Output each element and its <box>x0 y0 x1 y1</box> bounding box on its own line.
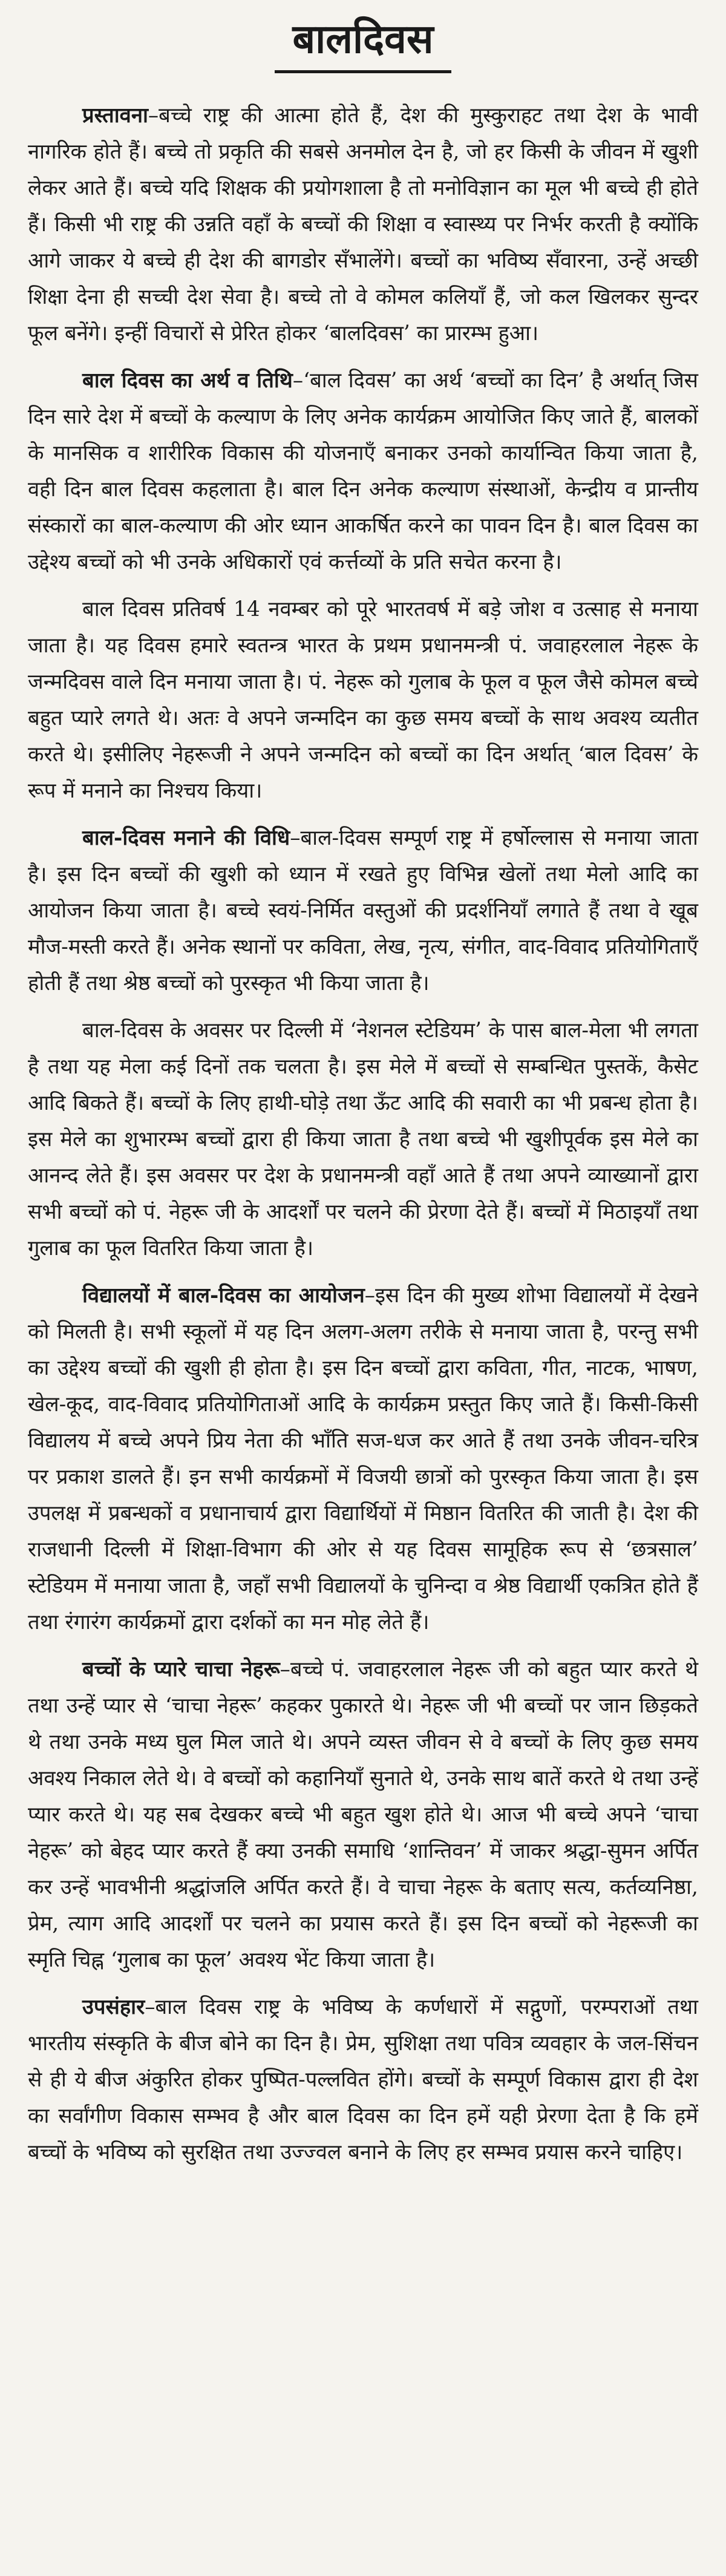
paragraph-introduction <box>28 97 698 352</box>
paragraph-conclusion <box>28 1989 698 2171</box>
paragraph-fair <box>28 1012 698 1267</box>
paragraph-text: बाल दिवस प्रतिवर्ष 14 नवम्बर को पूरे भारतवर्ष में बड़े जोश व उत्साह से मनाया जाता है। यह दिवस हमारे स्वतन्त्र भारत के प्रथम प्रधानमन्त्री पं. जवाहरलाल नेहरू के जन्मदिवस वाले दिन मनाया जाता है। पं. नेहरू को गुलाब के फूल व फूल जैसे कोमल बच्चे बहुत प्यारे लगते थे। अतः वे अपने जन्मदिन का कुछ समय बच्चों के साथ अवश्य व्यतीत करते थे। इसीलिए नेहरूजी ने अपने जन्मदिन को बच्चों का दिन अर्थात् ‘बाल दिवस’ के रूप में मनाने का निश्चय किया। <box>28 597 698 803</box>
paragraph-text: –बच्चे पं. जवाहरलाल नेहरू जी को बहुत प्यार करते थे तथा उन्हें प्यार से ‘चाचा नेहरू’ कहकर पुकारते थे। नेहरू जी भी बच्चों पर जान छिड़कते थे तथा उनके मध्य घुल मिल जाते थे। अपने व्यस्त जीवन से वे बच्चों के लिए कुछ समय अवश्य निकाल लेते थे। वे बच्चों को कहानियाँ सुनाते थे, उनके साथ बातें करते थे तथा उन्हें प्यार करते थे। यह सब देखकर बच्चे भी बहुत खुश होते थे। आज भी बच्चे अपने ‘चाचा नेहरू’ को बेहद प्यार करते हैं क्या उनकी समाधि ‘शान्तिवन’ में जाकर श्रद्धा-सुमन अर्पित कर उन्हें भावभीनी श्रद्धांजलि अर्पित करते हैं। वे चाचा नेहरू के बताए सत्य, कर्तव्यनिष्ठा, प्रेम, त्याग आदि आदर्शों पर चलने का प्रयास करते हैं। इस दिन बच्चों को नेहरूजी का स्मृति चिह्न ‘गुलाब का फूल’ अवश्य भेंट किया जाता है। <box>28 1657 698 1972</box>
paragraph-text: –‘बाल दिवस’ का अर्थ ‘बच्चों का दिन’ है अर्थात् जिस दिन सारे देश में बच्चों के कल्याण के लिए अनेक कार्यक्रम आयोजित किए जाते हैं, बालकों के मानसिक व शारीरिक विकास की योजनाएँ बनाकर उनको कार्यान्वित किया जाता है, वही दिन बाल दिवस कहलाता है। बाल दिन अनेक कल्याण संस्थाओं, केन्द्रीय व प्रान्तीय संस्कारों का बाल-कल्याण की ओर ध्यान आकर्षित करने का पावन दिन है। बाल दिवस का उद्देश्य बच्चों को भी उनके अधिकारों एवं कर्त्तव्यों के प्रति सचेत करना है। <box>28 369 699 574</box>
paragraph-text: –बाल-दिवस सम्पूर्ण राष्ट्र में हर्षोल्लास से मनाया जाता है। इस दिन बच्चों की खुशी को ध्यान में रखते हुए विभिन्न खेलों तथा मेलो आदि का आयोजन किया जाता है। बच्चे स्वयं-निर्मित वस्तुओं की प्रदर्शनियाँ लगाते हैं तथा वे खूब मौज-मस्ती करते हैं। अनेक स्थानों पर कविता, लेख, नृत्य, संगीत, वाद-विवाद प्रतियोगिताएँ होती हैं तथा श्रेष्ठ बच्चों को पुरस्कृत भी किया जाता है। <box>28 826 698 995</box>
page-title: बालदिवस <box>275 12 452 73</box>
paragraph-schools <box>28 1277 698 1640</box>
paragraph-heading: बाल दिवस का अर्थ व तिथि <box>82 369 293 393</box>
paragraph-text: –बच्चे राष्ट्र की आत्मा होते हैं, देश की मुस्कुराहट तथा देश के भावी नागरिक होते हैं। बच्चे तो प्रकृति की सबसे अनमोल देन है, जो हर किसी के जीवन में खुशी लेकर आते हैं। बच्चे यदि शिक्षक की प्रयोगशाला है तो मनोविज्ञान का मूल भी बच्चे ही होते हैं। किसी भी राष्ट्र की उन्नति वहाँ के बच्चों की शिक्षा व स्वास्थ्य पर निर्भर करती है क्योंकि आगे जाकर ये बच्चे ही देश की बागडोर सँभालेंगे। बच्चों का भविष्य सँवारना, उन्हें अच्छी शिक्षा देना ही सच्ची देश सेवा है। बच्चे तो वे कोमल कलियाँ हैं, जो कल खिलकर सुन्दर फूल बनेंगे। इन्हीं विचारों से प्रेरित होकर ‘बालदिवस’ का प्रारम्भ हुआ। <box>28 103 698 346</box>
paragraph-date-details <box>28 591 698 809</box>
paragraph-heading: प्रस्तावना <box>82 103 148 128</box>
paragraph-meaning-and-date <box>28 362 698 580</box>
paragraph-heading: बच्चों के प्यारे चाचा नेहरू <box>82 1657 280 1682</box>
paragraph-heading: बाल-दिवस मनाने की विधि <box>82 826 290 850</box>
paragraph-text: बाल-दिवस के अवसर पर दिल्ली में ‘नेशनल स्टेडियम’ के पास बाल-मेला भी लगता है तथा यह मेला कई दिनों तक चलता है। इस मेले में बच्चों से सम्बन्धित पुस्तकें, कैसेट आदि बिकते हैं। बच्चों के लिए हाथी-घोड़े तथा ऊँट आदि की सवारी का भी प्रबन्ध होता है। इस मेले का शुभारम्भ बच्चों द्वारा ही किया जाता है तथा बच्चे भी खुशीपूर्वक इस मेले का आनन्द लेते हैं। इस अवसर पर देश के प्रधानमन्त्री वहाँ आते हैं तथा अपने व्याख्यानों द्वारा सभी बच्चों को पं. नेहरू जी के आदर्शों पर चलने की प्रेरणा देते हैं। बच्चों में मिठाइयाँ तथा गुलाब का फूल वितरित किया जाता है। <box>28 1018 698 1260</box>
paragraph-text: –इस दिन की मुख्य शोभा विद्यालयों में देखने को मिलती है। सभी स्कूलों में यह दिन अलग-अलग तरीके से मनाया जाता है, परन्तु सभी का उद्देश्य बच्चों की खुशी ही होता है। इस दिन बच्चों द्वारा कविता, गीत, नाटक, भाषण, खेल-कूद, वाद-विवाद प्रतियोगिताओं आदि के कार्यक्रम प्रस्तुत किए जाते हैं। किसी-किसी विद्यालय में बच्चे अपने प्रिय नेता की भाँति सज-धज कर आते हैं तथा उनके जीवन-चरित्र पर प्रकाश डालते हैं। इन सभी कार्यक्रमों में विजयी छात्रों को पुरस्कृत किया जाता है। इस उपलक्ष में प्रबन्धकों व प्रधानाचार्य द्वारा विद्यार्थियों में मिष्ठान वितरित की जाती है। देश की राजधानी दिल्ली में शिक्षा-विभाग की ओर से यह दिवस सामूहिक रूप से ‘छत्रसाल’ स्टेडियम में मनाया जाता है, जहाँ सभी विद्यालयों के चुनिन्दा व श्रेष्ठ विद्यार्थी एकत्रित होते हैं तथा रंगारंग कार्यक्रमों द्वारा दर्शकों का मन मोह लेते हैं। <box>28 1283 698 1634</box>
paragraph-celebration-method <box>28 820 698 1001</box>
paragraph-chacha-nehru <box>28 1651 698 1978</box>
paragraph-heading: उपसंहार <box>82 1995 145 2019</box>
title-wrap <box>28 12 698 73</box>
paragraph-text: –बाल दिवस राष्ट्र के भविष्य के कर्णधारों में सद्गुणों, परम्पराओं तथा भारतीय संस्कृति के बीज बोने का दिन है। प्रेम, सुशिक्षा तथा पवित्र व्यवहार के जल-सिंचन से ही ये बीज अंकुरित होकर पुष्पित-पल्लवित होंगे। बच्चों के सम्पूर्ण विकास द्वारा ही देश का सर्वांगीण विकास सम्भव है और बाल दिवस का दिन हमें यही प्रेरणा देता है कि हमें बच्चों के भविष्य को सुरक्षित तथा उज्ज्वल बनाने के लिए हर सम्भव प्रयास करने चाहिए। <box>28 1995 698 2165</box>
paragraph-heading: विद्यालयों में बाल-दिवस का आयोजन <box>82 1283 365 1308</box>
